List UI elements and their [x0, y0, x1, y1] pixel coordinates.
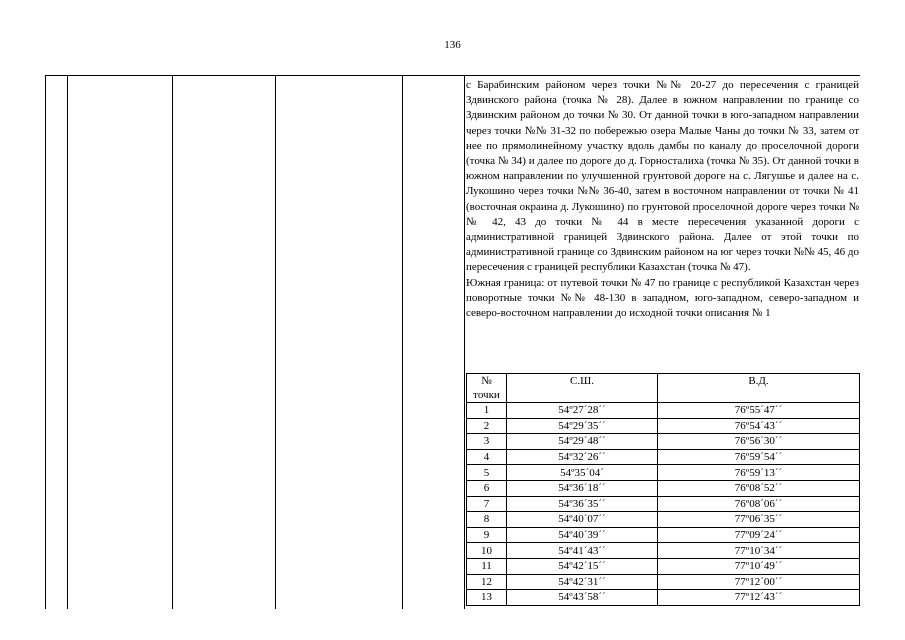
cell-latitude: 54º27´28´´: [507, 403, 658, 419]
cell-longitude: 77º10´34´´: [658, 543, 860, 559]
cell-point-number: 3: [467, 434, 507, 450]
table-row: [467, 527, 860, 543]
description-paragraph-south: Южная граница: от путевой точки № 47 по границе с республикой Казахстан через поворотные точки №№ 48-130 в западном, юго-западном, северо-западном и северо-восточном направлении до исходной точки описания № 1: [466, 276, 859, 320]
table-row: [467, 574, 860, 590]
coordinates-table: [466, 373, 860, 606]
cell-latitude: 54º35´04´: [507, 465, 658, 481]
header-latitude: С.Ш.: [507, 374, 658, 403]
cell-point-number: 7: [467, 496, 507, 512]
column-divider: [275, 76, 276, 609]
cell-latitude: 54º29´48´´: [507, 434, 658, 450]
cell-point-number: 11: [467, 558, 507, 574]
cell-point-number: 2: [467, 418, 507, 434]
cell-longitude: 76º59´54´´: [658, 449, 860, 465]
cell-longitude: 76º54´43´´: [658, 418, 860, 434]
cell-point-number: 9: [467, 527, 507, 543]
table-row: [467, 496, 860, 512]
cell-point-number: 5: [467, 465, 507, 481]
table-row: [467, 434, 860, 450]
cell-latitude: 54º36´18´´: [507, 480, 658, 496]
cell-point-number: 8: [467, 512, 507, 528]
cell-latitude: 54º29´35´´: [507, 418, 658, 434]
table-header-row: [467, 374, 860, 403]
description-paragraph: с Барабинским районом через точки №№ 20-27 до пересечения с границей Здвинского района (точка № 28). Далее в южном направлении по границе со Здвинским районом до точки № 30. От данной точки в юго-западном направлении через точки №№ 31-32 по побережью озера Малые Чаны до точки № 33, затем от нее по прямолинейному участку вдоль дамбы по каналу до проселочной дороги (точка № 34) и далее по дороге до д. Горносталиха (точка № 35). От данной точки в южном направлении по улучшенной грунтовой дороге на с. Лягушье и далее на с. Лукошино через точки №№ 36-40, затем в восточном направлении от точки № 41 (восточная окраина д. Лукошино) по грунтовой проселочной дороге через точки №№ 42, 43 до точки № 44 в месте пересечения указанной дороги с административной границей Здвинского района. Далее от этой точки по административной границе со Здвинским районом на юг через точки №№ 45, 46 до пересечения с границей республики Казахстан (точка № 47).: [466, 79, 859, 274]
table-row: [467, 465, 860, 481]
cell-longitude: 77º10´49´´: [658, 558, 860, 574]
cell-longitude: 76º56´30´´: [658, 434, 860, 450]
cell-latitude: 54º42´31´´: [507, 574, 658, 590]
table-row: [467, 418, 860, 434]
cell-longitude: 77º12´00´´: [658, 574, 860, 590]
table-row: [467, 543, 860, 559]
cell-latitude: 54º42´15´´: [507, 558, 658, 574]
cell-latitude: 54º32´26´´: [507, 449, 658, 465]
cell-point-number: 13: [467, 590, 507, 606]
cell-point-number: 12: [467, 574, 507, 590]
cell-longitude: 76º08´06´´: [658, 496, 860, 512]
border-description: [466, 78, 859, 321]
cell-latitude: 54º41´43´´: [507, 543, 658, 559]
cell-latitude: 54º36´35´´: [507, 496, 658, 512]
table-row: [467, 449, 860, 465]
cell-longitude: 77º09´24´´: [658, 527, 860, 543]
cell-point-number: 10: [467, 543, 507, 559]
table-row: [467, 480, 860, 496]
cell-point-number: 4: [467, 449, 507, 465]
table-row: [467, 403, 860, 419]
cell-point-number: 1: [467, 403, 507, 419]
cell-longitude: 76º59´13´´: [658, 465, 860, 481]
cell-latitude: 54º40´07´´: [507, 512, 658, 528]
page-number: 136: [444, 39, 461, 51]
header-longitude: В.Д.: [658, 374, 860, 403]
column-divider: [464, 76, 465, 609]
document-table-frame: [45, 75, 860, 609]
column-divider: [67, 76, 68, 609]
cell-longitude: 77º06´35´´: [658, 512, 860, 528]
column-divider: [172, 76, 173, 609]
cell-longitude: 76º55´47´´: [658, 403, 860, 419]
cell-latitude: 54º40´39´´: [507, 527, 658, 543]
cell-latitude: 54º43´58´´: [507, 590, 658, 606]
column-divider: [402, 76, 403, 609]
cell-longitude: 76º08´52´´: [658, 480, 860, 496]
cell-longitude: 77º12´43´´: [658, 590, 860, 606]
table-row: [467, 558, 860, 574]
table-row: [467, 590, 860, 606]
table-row: [467, 512, 860, 528]
header-point-number: № точки: [467, 374, 507, 403]
cell-point-number: 6: [467, 480, 507, 496]
